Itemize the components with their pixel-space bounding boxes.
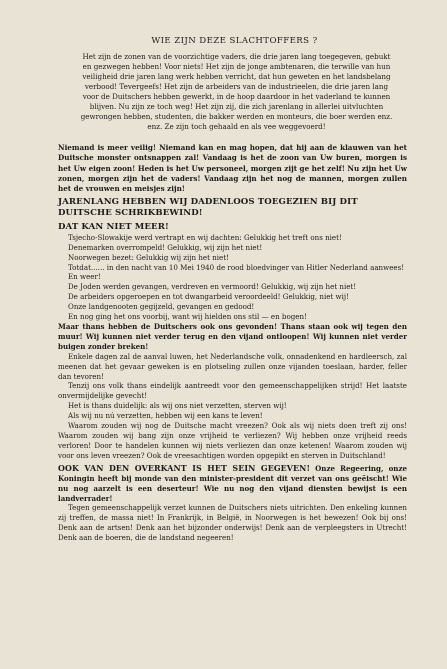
paragraph-5: En weer! [68,272,101,282]
paragraph-11: Tenzij ons volk thans eindelijk aantreedt voor den gemeenschappelijken strijd! Het laatste onvermijdelijke gevecht! [58,381,407,401]
paragraph-7: De arbeiders opgeroepen en tot dwangarbeid veroordeeld! Gelukkig, niet wij! [68,292,349,302]
intro-paragraph: Het zijn de zonen van de voorzichtige vaders, die drie jaren lang toegegeven, gebukt en gezwegen hebben! Voor niets! Het zijn de jonge ambtenaren, die terwille van hun veiligheid drie jaren lang werk hebben verricht, dat hun geweten en het landsbelang verbood! Tevergeefs! Het zijn de arbeiders van de industrieelen, die drie jaren lang voor de Duitschers hebben gewerkt, in de hoop daardoor in het vaderland te kunnen blijven. Nu zijn ze toch weg! Het zijn zij, die zich jarenlang in allerlei uitvluchten gewrongen hebben, studenten, die bakker werden en monteurs, die boer werden enz. enz. Ze zijn toch gehaald en als vee weggevoerd! [80,52,393,132]
page-title: WIE ZIJN DEZE SLACHTOFFERS ? [151,36,318,46]
paragraph-13: Als wij nu nú verzetten, hebben wij een kans te leven! [68,411,263,421]
paragraph-10: Enkele dagen zal de aanval luwen, het Nederlandsche volk, onnadenkend en hardleersch, zal meenen dat het gevaar geweken is en plotseling zullen onze vijanden toeslaan, harder, feller dan tevoren! [58,351,407,381]
paragraph-1: Tsjecho-Slowakije werd vertrapt en wij dachten: Gelukkig het treft ons niet! [68,232,342,242]
paragraph-3: Noorwegen bezet: Gelukkig wij zijn het niet! [68,252,229,262]
paragraph-9: En nog ging het ons voorbij, want wij hielden ons stil — en bogen! [68,312,307,322]
paragraph-6: De Joden werden gevangen, verdreven en vermoord! Gelukkig, wij zijn het niet! [68,282,357,292]
paragraph-4: Totdat...... in den nacht van 10 Mei 1940 de rood bloedvinger van Hitler Nederland aanwees! [68,262,405,272]
paragraph-2: Denemarken overrompeld! Gelukkig, wij zijn het niet! [68,242,263,252]
closing-paragraph: Tegen gemeenschappelijk verzet kunnen de Duitschers niets uitrichten. Den enkeling kunnen zij treffen, de massa niet! In Frankrijk, in België, in Noorwegen is het bewezen! Ook bij ons! Denk aan de artsen! Denk aan het bijzonder onderwijs! Denk aan de verpleegsters in Utrecht! Denk aan de boeren, die de landstand negeeren! [58,503,407,543]
heading-jarenlang: JARENLANG HEBBEN WIJ DADENLOOS TOEGEZIEN BIJ DIT DUITSCHE SCHRIKBEWIND! [58,196,358,218]
overkant-rest: Onze Regeering, onze Koningin heeft bij monde van den minister-president dit verzet van ons geëischt! Wie nu nog aarzelt is een deserteur! Wie nu nog den vijand diensten bewijst is een landverrader! [58,463,407,503]
heading-overkant: OOK VAN DEN OVERKANT IS HET SEIN GEGEVEN! [58,463,311,473]
overkant-paragraph [58,463,407,504]
bold-turn-paragraph: Maar thans hebben de Duitschers ook ons gevonden! Thans staan ook wij tegen den muur! Wij kunnen niet verder terug en den vijand ontloopen! Wij kunnen niet verder buigen zonder breken! [58,322,407,351]
paragraph-14: Waarom zouden wij nog de Duitsche macht vreezen? Ook als wij niets doen treft zij ons! Waarom zouden wij bang zijn onze vrijheid te verliezen? Wij hebben onze vrijheid reeds verloren! Door te handelen kunnen wij niets verliezen dan onze ketenen! Waarom zouden wij voor ons leven vreezen? Ook de vreesachtigen worden opgepikt en sterven in Duitschland! [58,421,407,460]
heading-dat-kan-niet-meer: DAT KAN NIET MEER! [58,221,169,232]
warning-paragraph: Niemand is meer veilig! Niemand kan en mag hopen, dat hij aan de klauwen van het Duitsche monster ontsnappen zal! Vandaag is het de zoon van Uw buren, morgen is het Uw eigen zoon! Heden is het Uw personeel, morgen zijt ge het zelf! Nu zijn het Uw zonen, morgen zijn het de vaders! Vandaag zijn het nog de mannen, morgen zullen het de vrouwen en meisjes zijn! [58,143,407,193]
paragraph-12: Het is thans duidelijk: als wij ons niet verzetten, sterven wij! [68,401,287,411]
paragraph-8: Onze landgenooten gegijzeld, gevangen en gedood! [68,302,255,312]
